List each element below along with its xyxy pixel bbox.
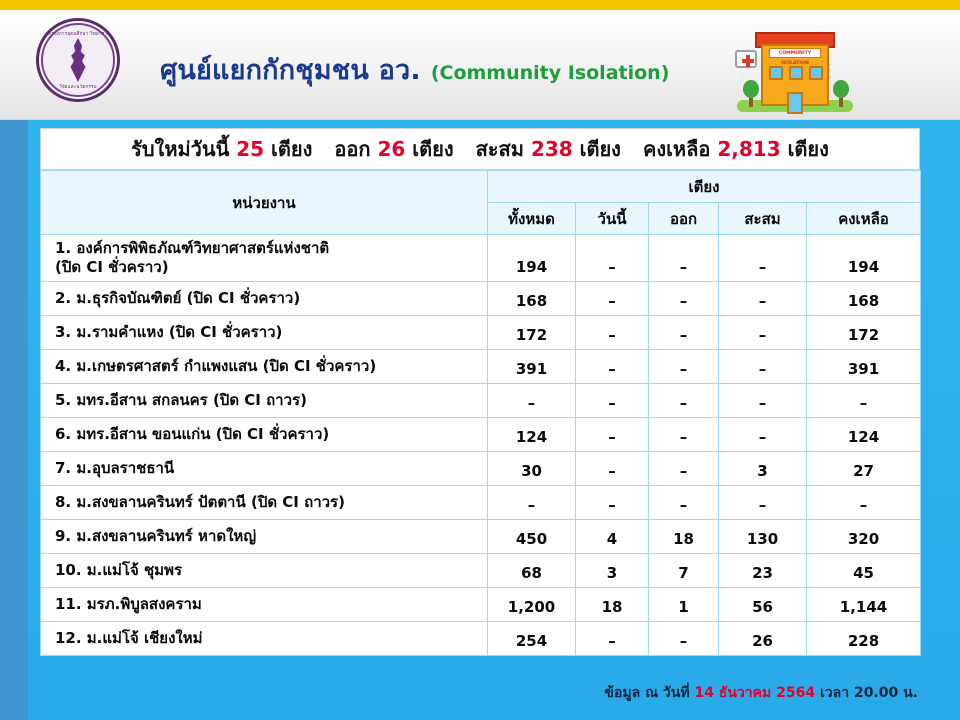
table-row [41,383,921,417]
cell-remaining: 391 [807,349,921,383]
cell-total: 68 [488,553,576,587]
cell-remaining: 228 [807,621,921,655]
cell-total: 194 [488,235,576,282]
bed-status-table [40,170,921,656]
cell-unit-name: 2. ม.ธุรกิจบัณฑิตย์ (ปิด CI ชั่วคราว) [41,281,488,315]
cell-total: – [488,383,576,417]
cell-out: – [649,383,719,417]
page-title-thai: ศูนย์แยกกักชุมชน อว. [160,55,421,86]
cell-out: 1 [649,587,719,621]
table-row [41,315,921,349]
table-row [41,485,921,519]
cell-remaining: 320 [807,519,921,553]
table-row [41,587,921,621]
cell-out: – [649,485,719,519]
summary-new-value: 25 [236,137,265,161]
cell-total: 391 [488,349,576,383]
cell-unit-name: 1. องค์การพิพิธภัณฑ์วิทยาศาสตร์แห่งชาติ (ปิด CI ชั่วคราว) [41,235,488,282]
cell-today: 18 [576,587,649,621]
cell-total: 172 [488,315,576,349]
cell-unit-name: 11. มรภ.พิบูลสงคราม [41,587,488,621]
cell-accumulated: – [719,315,807,349]
cell-accumulated: – [719,383,807,417]
cell-accumulated: 56 [719,587,807,621]
cell-out: 7 [649,553,719,587]
summary-out-unit: เตียง [412,137,454,161]
cell-unit-name: 3. ม.รามคำแหง (ปิด CI ชั่วคราว) [41,315,488,349]
column-header-accumulated: สะสม [719,203,807,235]
cell-total: – [488,485,576,519]
cell-today: – [576,451,649,485]
cell-remaining: – [807,485,921,519]
cell-total: 1,200 [488,587,576,621]
table-row [41,417,921,451]
table-row [41,281,921,315]
cell-accumulated: – [719,349,807,383]
column-header-unit: หน่วยงาน [41,171,488,235]
table-header [41,171,921,235]
window-icon [809,66,823,80]
column-header-today: วันนี้ [576,203,649,235]
cell-today: – [576,485,649,519]
cell-unit-name: 4. ม.เกษตรศาสตร์ กำแพงแสน (ปิด CI ชั่วคราว) [41,349,488,383]
cell-out: – [649,621,719,655]
cell-today: – [576,383,649,417]
bed-status-table-wrapper [40,170,920,656]
table-row [41,621,921,655]
summary-left-unit: เตียง [787,137,829,161]
window-icon [789,66,803,80]
summary-acc-label: สะสม [475,137,524,161]
cell-total: 30 [488,451,576,485]
cell-remaining: 168 [807,281,921,315]
cell-unit-name: 10. ม.แม่โจ้ ชุมพร [41,553,488,587]
cell-remaining: 1,144 [807,587,921,621]
cell-unit-name: 6. มทร.อีสาน ขอนแก่น (ปิด CI ชั่วคราว) [41,417,488,451]
cell-accumulated: 130 [719,519,807,553]
tree-icon [743,80,759,106]
cell-today: – [576,235,649,282]
footer-date: 14 ธันวาคม 2564 [694,685,816,701]
cell-out: – [649,417,719,451]
cell-accumulated: – [719,281,807,315]
cell-out: – [649,281,719,315]
cell-accumulated: – [719,417,807,451]
window-icon [769,66,783,80]
summary-left-value: 2,813 [717,137,781,161]
building-sign-label: COMMUNITY ISOLATION [769,48,821,58]
cell-total: 124 [488,417,576,451]
table-row [41,553,921,587]
medical-kit-icon [735,50,757,68]
top-accent-bar [0,0,960,10]
cell-unit-name: 12. ม.แม่โจ้ เชียงใหม่ [41,621,488,655]
cell-total: 168 [488,281,576,315]
cell-today: – [576,621,649,655]
cell-out: – [649,349,719,383]
table-row [41,451,921,485]
cell-unit-name: 8. ม.สงขลานครินทร์ ปัตตานี (ปิด CI ถาวร) [41,485,488,519]
cell-today: 4 [576,519,649,553]
table-row [41,519,921,553]
cell-out: – [649,451,719,485]
left-side-band [0,120,28,720]
summary-out [334,133,453,165]
summary-new-unit: เตียง [271,137,313,161]
summary-out-value: 26 [377,137,406,161]
cell-total: 254 [488,621,576,655]
cell-total: 450 [488,519,576,553]
summary-out-label: ออก [334,137,371,161]
summary-acc-value: 238 [530,137,573,161]
page-title-english: (Community Isolation) [430,62,670,84]
column-header-total: ทั้งหมด [488,203,576,235]
cell-accumulated: – [719,485,807,519]
logo-top-text: กระทรวงการอุดมศึกษา วิทยาศาสตร์ [40,32,116,37]
column-header-bed-group: เตียง [488,171,921,203]
cell-remaining: – [807,383,921,417]
door-icon [787,92,803,114]
community-isolation-building-icon [735,22,855,114]
cell-remaining: 124 [807,417,921,451]
cell-out: – [649,315,719,349]
cell-today: – [576,349,649,383]
cell-today: – [576,281,649,315]
ministry-logo [36,18,120,102]
cell-remaining: 27 [807,451,921,485]
tree-icon [833,80,849,106]
cell-remaining: 172 [807,315,921,349]
cell-accumulated: 3 [719,451,807,485]
summary-remaining [643,133,829,165]
summary-new-label: รับใหม่วันนี้ [131,137,230,161]
summary-accumulated [476,133,621,165]
logo-bottom-text: วิจัยและนวัตกรรม [59,85,97,90]
logo-inner-ring [41,23,115,97]
cell-remaining: 45 [807,553,921,587]
table-body [41,235,921,656]
cell-accumulated: 23 [719,553,807,587]
table-row [41,235,921,282]
footer-time-label: เวลา [819,685,850,701]
table-row [41,349,921,383]
cell-remaining: 194 [807,235,921,282]
cell-today: 3 [576,553,649,587]
cell-out: – [649,235,719,282]
cell-unit-name: 9. ม.สงขลานครินทร์ หาดใหญ่ [41,519,488,553]
footer-prefix: ข้อมูล ณ วันที่ [604,685,690,701]
cell-unit-name: 5. มทร.อีสาน สกลนคร (ปิด CI ถาวร) [41,383,488,417]
summary-left-label: คงเหลือ [642,137,711,161]
summary-acc-unit: เตียง [579,137,621,161]
table-header-row-1 [41,171,921,203]
summary-new [131,133,312,165]
column-header-remaining: คงเหลือ [807,203,921,235]
page-title [160,48,669,91]
column-header-out: ออก [649,203,719,235]
footer-time: 20.00 น. [853,685,918,701]
cell-accumulated: – [719,235,807,282]
summary-strip [40,128,920,170]
cell-accumulated: 26 [719,621,807,655]
cell-today: – [576,417,649,451]
cell-unit-name: 7. ม.อุบลราชธานี [41,451,488,485]
cell-out: 18 [649,519,719,553]
cell-today: – [576,315,649,349]
footer-timestamp [604,682,918,704]
